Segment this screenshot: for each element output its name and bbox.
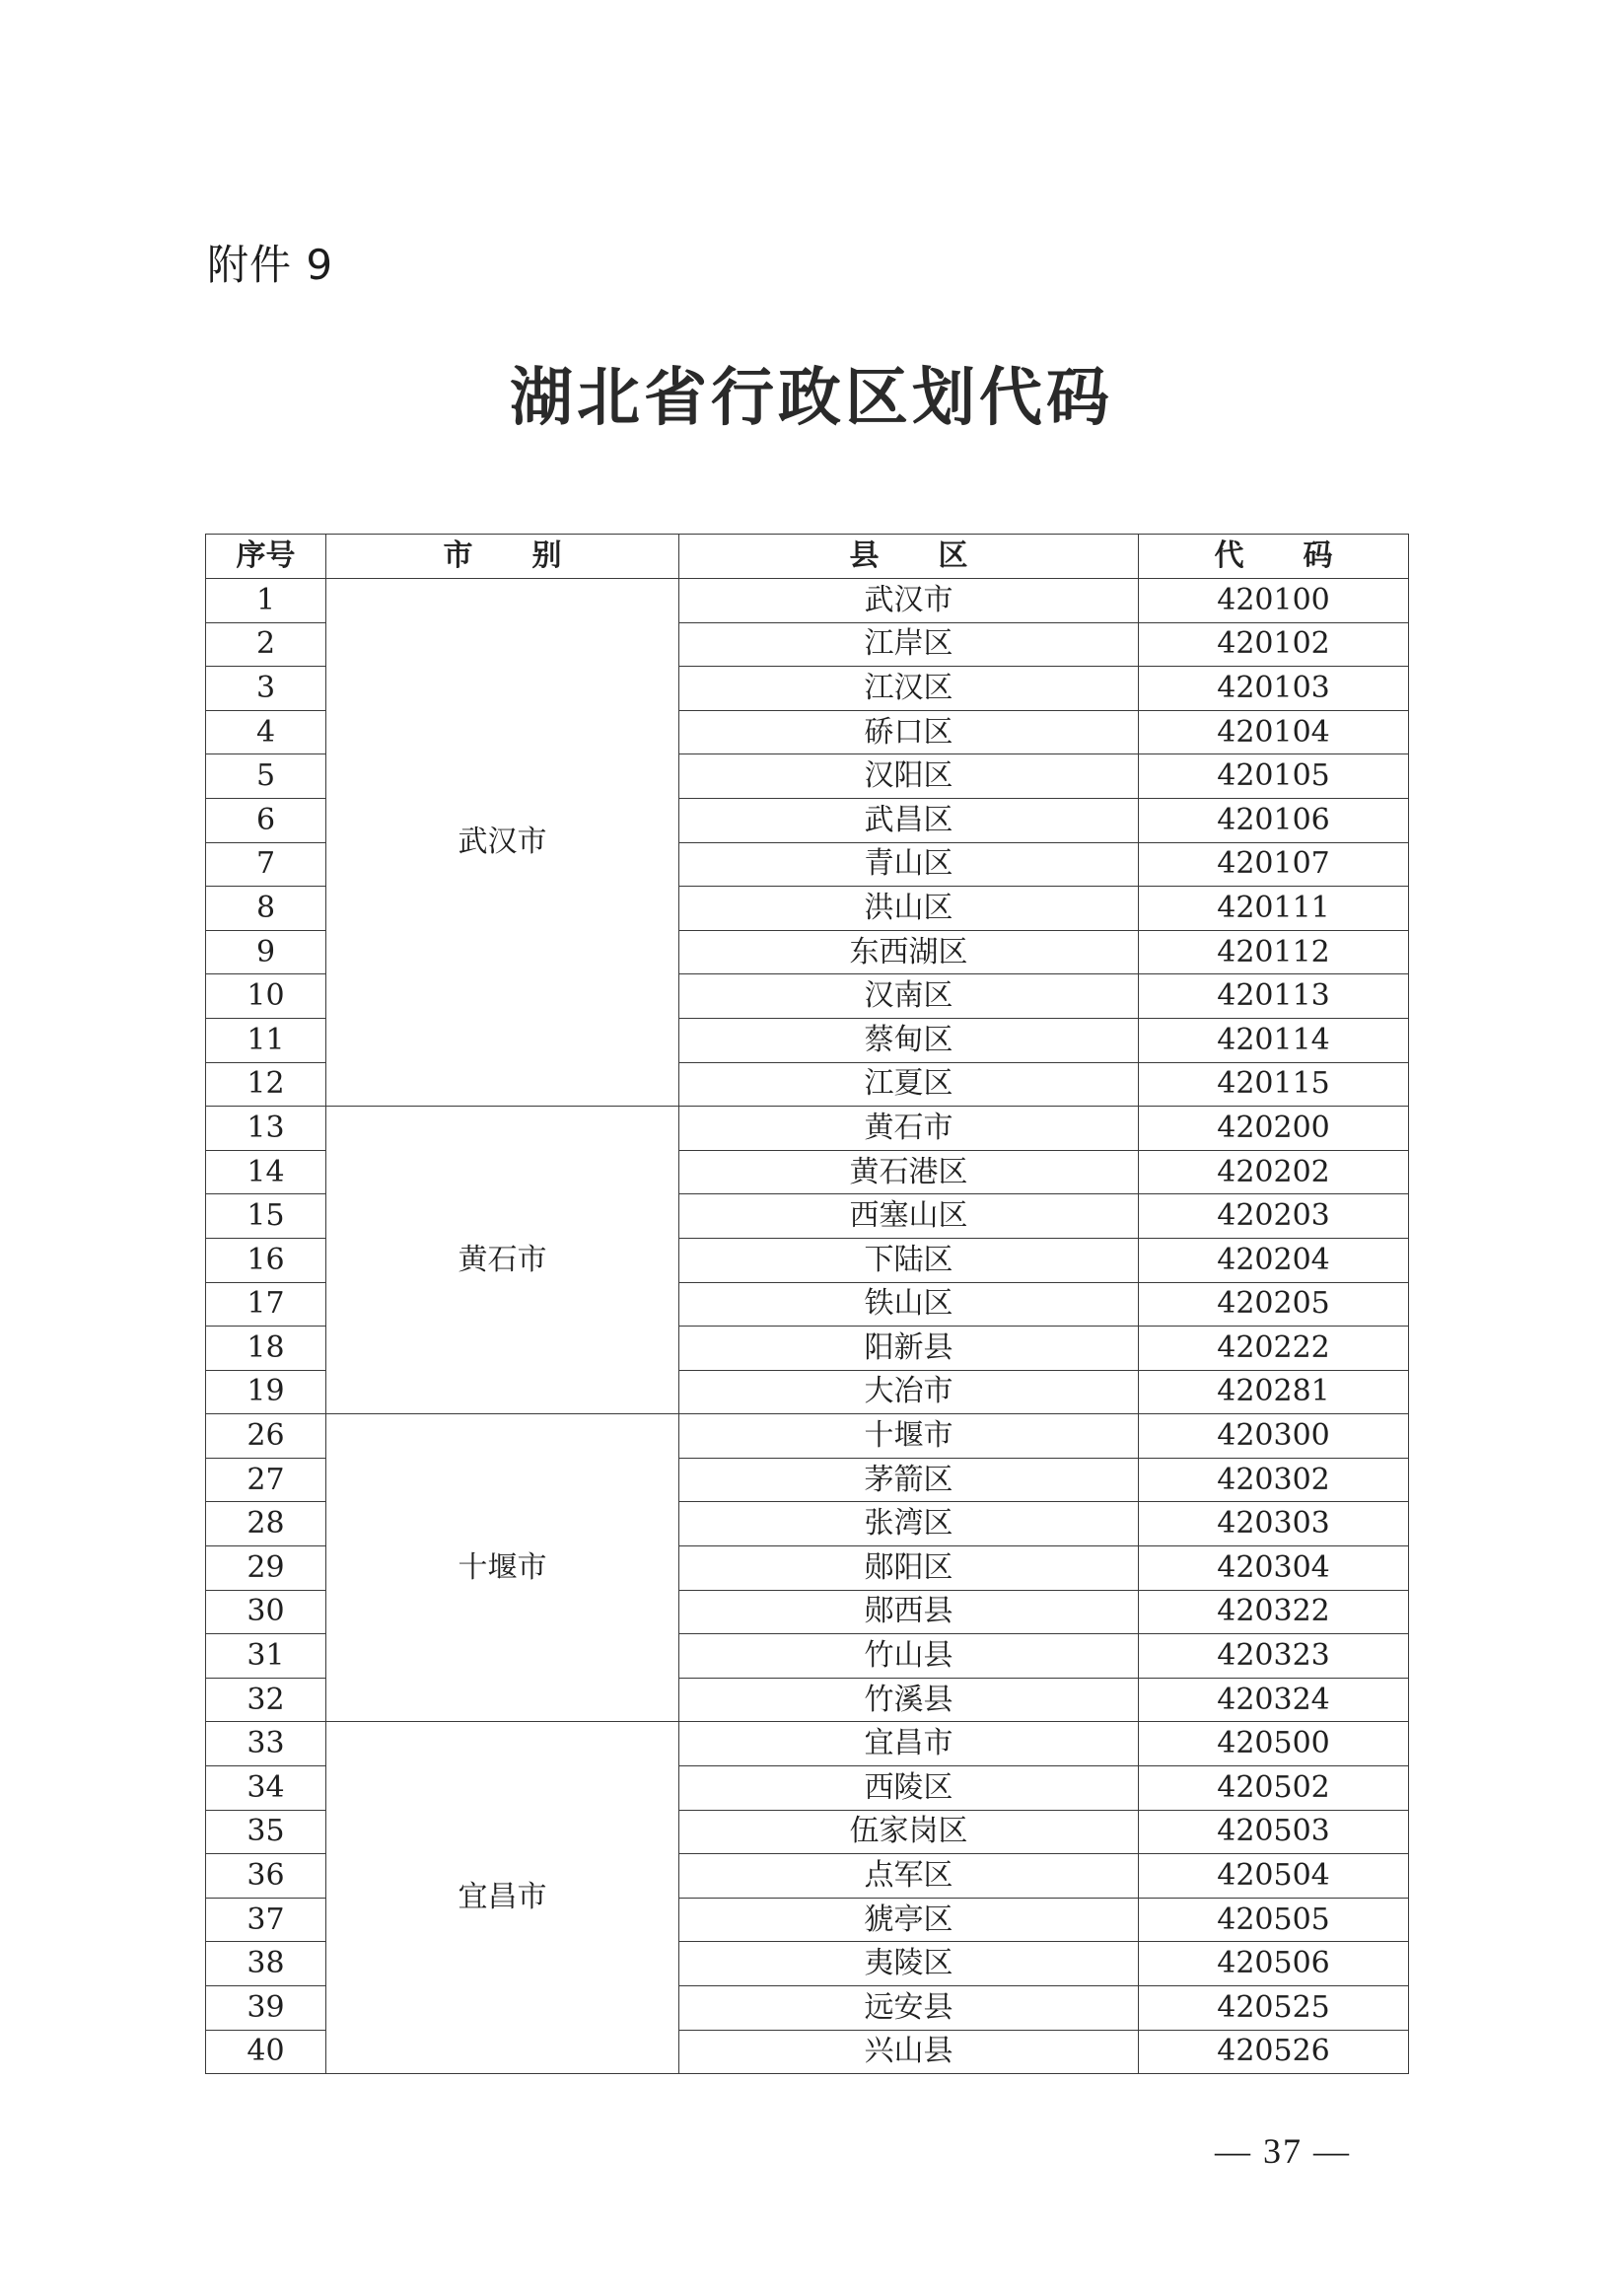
county-cell: 武汉市	[679, 579, 1139, 623]
code-cell: 420323	[1139, 1634, 1409, 1679]
table-row	[206, 1722, 1409, 1766]
header-code: 代 码	[1139, 535, 1409, 579]
code-cell: 420103	[1139, 667, 1409, 711]
code-cell: 420300	[1139, 1414, 1409, 1459]
code-cell: 420222	[1139, 1327, 1409, 1371]
code-cell: 420500	[1139, 1722, 1409, 1766]
code-cell: 420506	[1139, 1942, 1409, 1986]
code-cell: 420525	[1139, 1986, 1409, 2031]
county-cell: 铁山区	[679, 1282, 1139, 1327]
code-cell: 420281	[1139, 1370, 1409, 1414]
document-title: 湖北省行政区划代码	[510, 362, 1113, 435]
code-cell: 420504	[1139, 1854, 1409, 1899]
county-cell: 大冶市	[679, 1370, 1139, 1414]
seq-cell: 29	[206, 1546, 326, 1591]
county-cell: 点军区	[679, 1854, 1139, 1899]
seq-cell: 31	[206, 1634, 326, 1679]
county-cell: 武昌区	[679, 798, 1139, 842]
code-cell: 420115	[1139, 1062, 1409, 1107]
code-cell: 420202	[1139, 1150, 1409, 1194]
county-cell: 青山区	[679, 842, 1139, 887]
seq-cell: 38	[206, 1942, 326, 1986]
county-cell: 伍家岗区	[679, 1810, 1139, 1854]
code-cell: 420100	[1139, 579, 1409, 623]
county-cell: 十堰市	[679, 1414, 1139, 1459]
county-cell: 江夏区	[679, 1062, 1139, 1107]
seq-cell: 30	[206, 1590, 326, 1634]
table-body	[206, 579, 1409, 2074]
code-cell: 420102	[1139, 622, 1409, 667]
code-cell: 420502	[1139, 1766, 1409, 1811]
county-cell: 汉南区	[679, 974, 1139, 1019]
seq-cell: 39	[206, 1986, 326, 2031]
code-cell: 420303	[1139, 1502, 1409, 1546]
county-cell: 郧西县	[679, 1590, 1139, 1634]
table-row	[206, 1107, 1409, 1151]
code-cell: 420304	[1139, 1546, 1409, 1591]
seq-cell: 8	[206, 887, 326, 931]
code-cell: 420106	[1139, 798, 1409, 842]
header-city: 市 别	[326, 535, 679, 579]
seq-cell: 33	[206, 1722, 326, 1766]
seq-cell: 2	[206, 622, 326, 667]
code-cell: 420302	[1139, 1458, 1409, 1502]
table-header-row	[206, 535, 1409, 579]
city-cell: 宜昌市	[326, 1722, 679, 2074]
county-cell: 黄石市	[679, 1107, 1139, 1151]
county-cell: 竹溪县	[679, 1678, 1139, 1722]
seq-cell: 17	[206, 1282, 326, 1327]
code-cell: 420203	[1139, 1194, 1409, 1239]
seq-cell: 12	[206, 1062, 326, 1107]
county-cell: 竹山县	[679, 1634, 1139, 1679]
header-county: 县 区	[679, 535, 1139, 579]
seq-cell: 40	[206, 2030, 326, 2074]
attachment-label: 附件 9	[207, 241, 334, 289]
seq-cell: 14	[206, 1150, 326, 1194]
code-cell: 420104	[1139, 710, 1409, 754]
seq-cell: 13	[206, 1107, 326, 1151]
seq-cell: 36	[206, 1854, 326, 1899]
county-cell: 西陵区	[679, 1766, 1139, 1811]
seq-cell: 6	[206, 798, 326, 842]
county-cell: 西塞山区	[679, 1194, 1139, 1239]
county-cell: 茅箭区	[679, 1458, 1139, 1502]
county-cell: 江岸区	[679, 622, 1139, 667]
header-seq: 序号	[206, 535, 326, 579]
county-cell: 蔡甸区	[679, 1018, 1139, 1062]
city-cell: 黄石市	[326, 1107, 679, 1414]
county-cell: 黄石港区	[679, 1150, 1139, 1194]
code-cell: 420105	[1139, 754, 1409, 799]
seq-cell: 5	[206, 754, 326, 799]
code-cell: 420107	[1139, 842, 1409, 887]
seq-cell: 27	[206, 1458, 326, 1502]
page-number: — 37 —	[1215, 2131, 1351, 2171]
city-cell: 武汉市	[326, 579, 679, 1107]
code-cell: 420113	[1139, 974, 1409, 1019]
code-cell: 420205	[1139, 1282, 1409, 1327]
seq-cell: 4	[206, 710, 326, 754]
county-cell: 宜昌市	[679, 1722, 1139, 1766]
table-row	[206, 1414, 1409, 1459]
county-cell: 猇亭区	[679, 1898, 1139, 1942]
admin-code-table	[205, 534, 1409, 2074]
seq-cell: 37	[206, 1898, 326, 1942]
county-cell: 夷陵区	[679, 1942, 1139, 1986]
seq-cell: 34	[206, 1766, 326, 1811]
code-cell: 420526	[1139, 2030, 1409, 2074]
seq-cell: 28	[206, 1502, 326, 1546]
code-cell: 420114	[1139, 1018, 1409, 1062]
county-cell: 兴山县	[679, 2030, 1139, 2074]
table-row	[206, 579, 1409, 623]
city-cell: 十堰市	[326, 1414, 679, 1722]
seq-cell: 15	[206, 1194, 326, 1239]
seq-cell: 35	[206, 1810, 326, 1854]
county-cell: 硚口区	[679, 710, 1139, 754]
county-cell: 下陆区	[679, 1238, 1139, 1282]
seq-cell: 3	[206, 667, 326, 711]
code-cell: 420503	[1139, 1810, 1409, 1854]
code-cell: 420505	[1139, 1898, 1409, 1942]
county-cell: 江汉区	[679, 667, 1139, 711]
county-cell: 远安县	[679, 1986, 1139, 2031]
county-cell: 阳新县	[679, 1327, 1139, 1371]
seq-cell: 11	[206, 1018, 326, 1062]
code-cell: 420112	[1139, 930, 1409, 974]
county-cell: 张湾区	[679, 1502, 1139, 1546]
county-cell: 汉阳区	[679, 754, 1139, 799]
seq-cell: 18	[206, 1327, 326, 1371]
county-cell: 郧阳区	[679, 1546, 1139, 1591]
seq-cell: 16	[206, 1238, 326, 1282]
seq-cell: 1	[206, 579, 326, 623]
seq-cell: 9	[206, 930, 326, 974]
code-cell: 420322	[1139, 1590, 1409, 1634]
county-cell: 洪山区	[679, 887, 1139, 931]
county-cell: 东西湖区	[679, 930, 1139, 974]
seq-cell: 10	[206, 974, 326, 1019]
seq-cell: 26	[206, 1414, 326, 1459]
seq-cell: 7	[206, 842, 326, 887]
seq-cell: 32	[206, 1678, 326, 1722]
seq-cell: 19	[206, 1370, 326, 1414]
code-cell: 420200	[1139, 1107, 1409, 1151]
code-cell: 420204	[1139, 1238, 1409, 1282]
code-cell: 420324	[1139, 1678, 1409, 1722]
code-cell: 420111	[1139, 887, 1409, 931]
